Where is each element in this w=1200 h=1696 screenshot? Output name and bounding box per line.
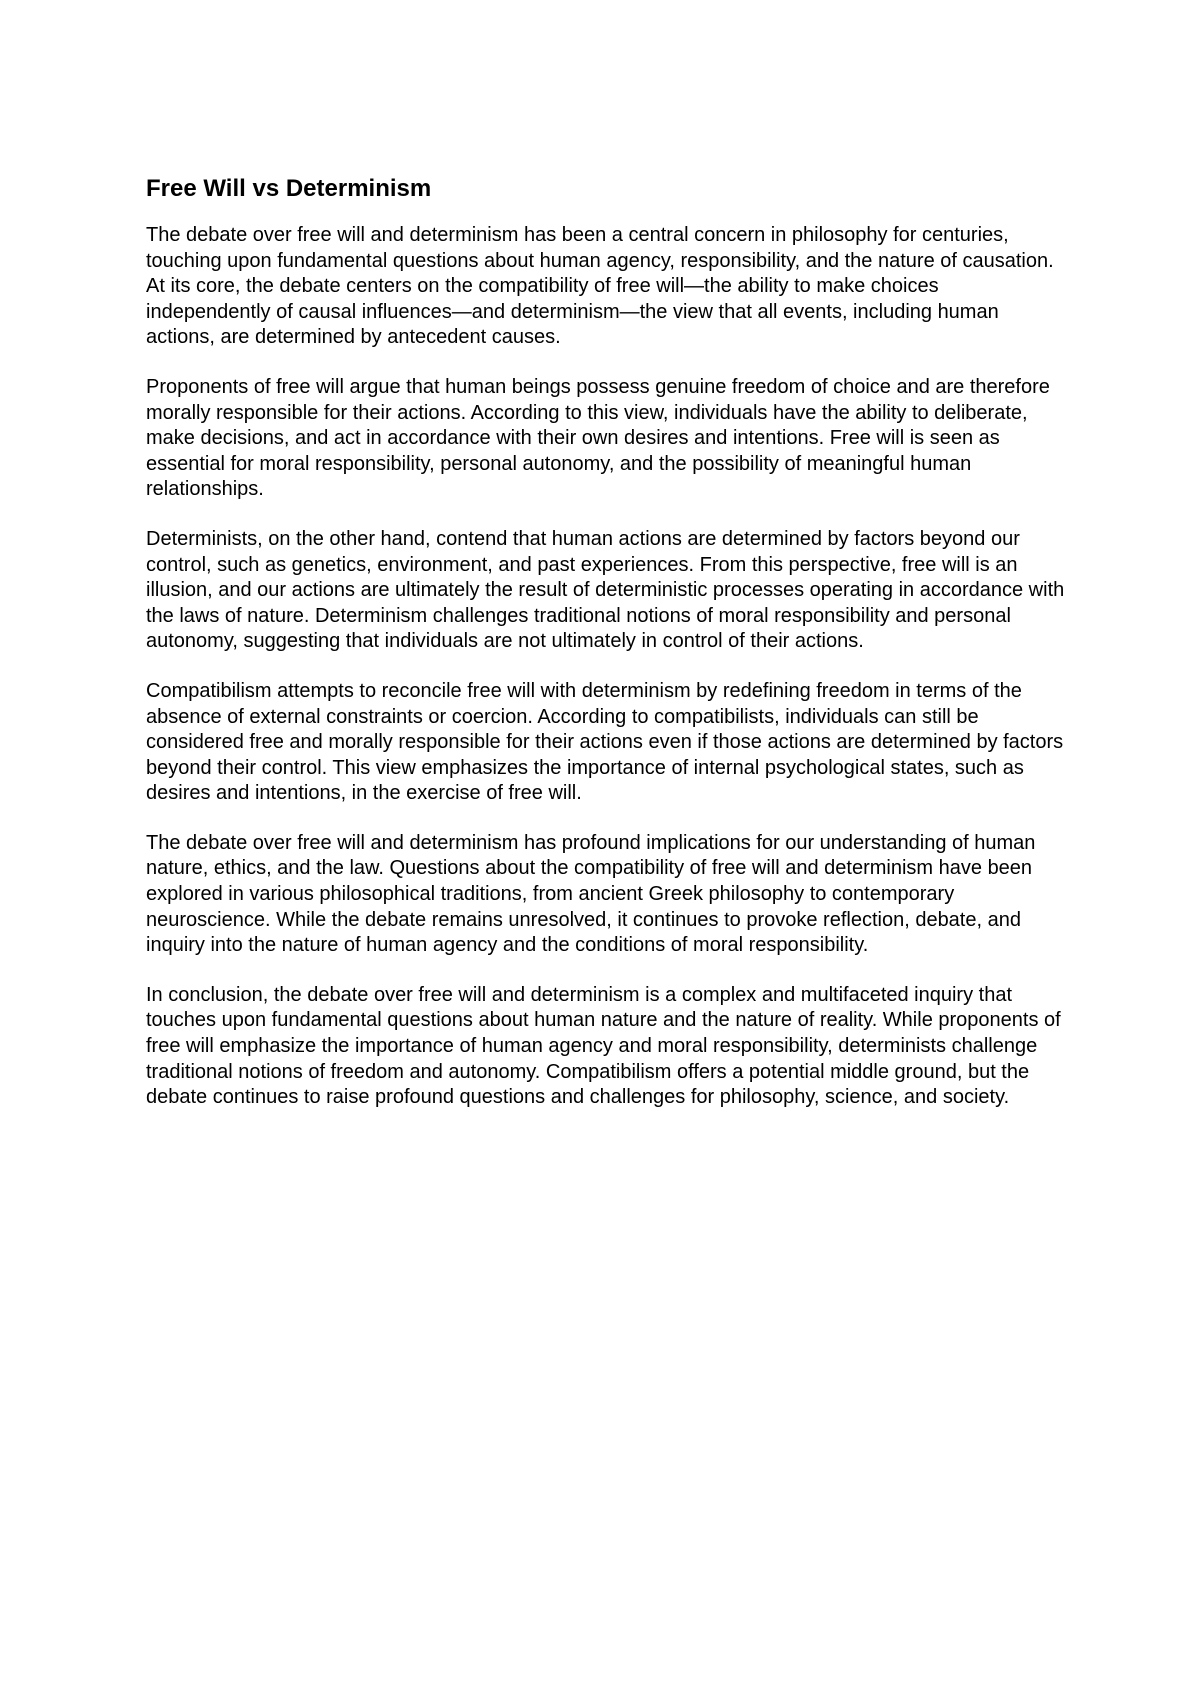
paragraph-introduction: The debate over free will and determinism has been a central concern in philosophy for centuries, touching upon fundamental questions about human agency, responsibility, and the nature of causation. At its core, the debate centers on the compatibility of free will—the ability to make choices independently of causal influences—and determinism—the view that all events, including human actions, are determined by antecedent causes. xyxy=(146,224,1054,349)
paragraph-implications: The debate over free will and determinism has profound implications for our understanding of human nature, ethics, and the law. Questions about the compatibility of free will and determinism have been explored in various philosophical traditions, from ancient Greek philosophy to contemporary neuroscience. While the debate remains unresolved, it continues to provoke reflection, debate, and inquiry into the nature of human agency and the conditions of moral responsibility. xyxy=(146,831,1036,957)
paragraph-determinism: Determinists, on the other hand, contend that human actions are determined by factors beyond our control, such as genetics, environment, and past experiences. From this perspective, free will is an illusion, and our actions are ultimately the result of deterministic processes operating in accordance with the laws of nature. Determinism challenges traditional notions of moral responsibility and personal autonomy, suggesting that individuals are not ultimately in control of their actions. xyxy=(146,527,1065,653)
paragraph-conclusion: In conclusion, the debate over free will and determinism is a complex and multifaceted inquiry that touches upon fundamental questions about human nature and the nature of reality. While proponents of free will emphasize the importance of human agency and moral responsibility, determinists challenge traditional notions of freedom and autonomy. Compatibilism offers a potential middle ground, but the debate continues to raise profound questions and challenges for philosophy, science, and society. xyxy=(146,983,1061,1109)
document-body xyxy=(146,174,1066,1135)
paragraph-compatibilism: Compatibilism attempts to reconcile free will with determinism by redefining freedom in terms of the absence of external constraints or coercion. According to compatibilists, individuals can still be considered free and morally responsible for their actions even if those actions are determined by factors beyond their control. This view emphasizes the importance of internal psychological states, such as desires and intentions, in the exercise of free will. xyxy=(146,679,1064,805)
paragraph-free-will: Proponents of free will argue that human beings possess genuine freedom of choice and are therefore morally responsible for their actions. According to this view, individuals have the ability to deliberate, make decisions, and act in accordance with their own desires and intentions. Free will is seen as essential for moral responsibility, personal autonomy, and the possibility of meaningful human relationships. xyxy=(146,375,1050,501)
document-title: Free Will vs Determinism xyxy=(146,175,432,202)
